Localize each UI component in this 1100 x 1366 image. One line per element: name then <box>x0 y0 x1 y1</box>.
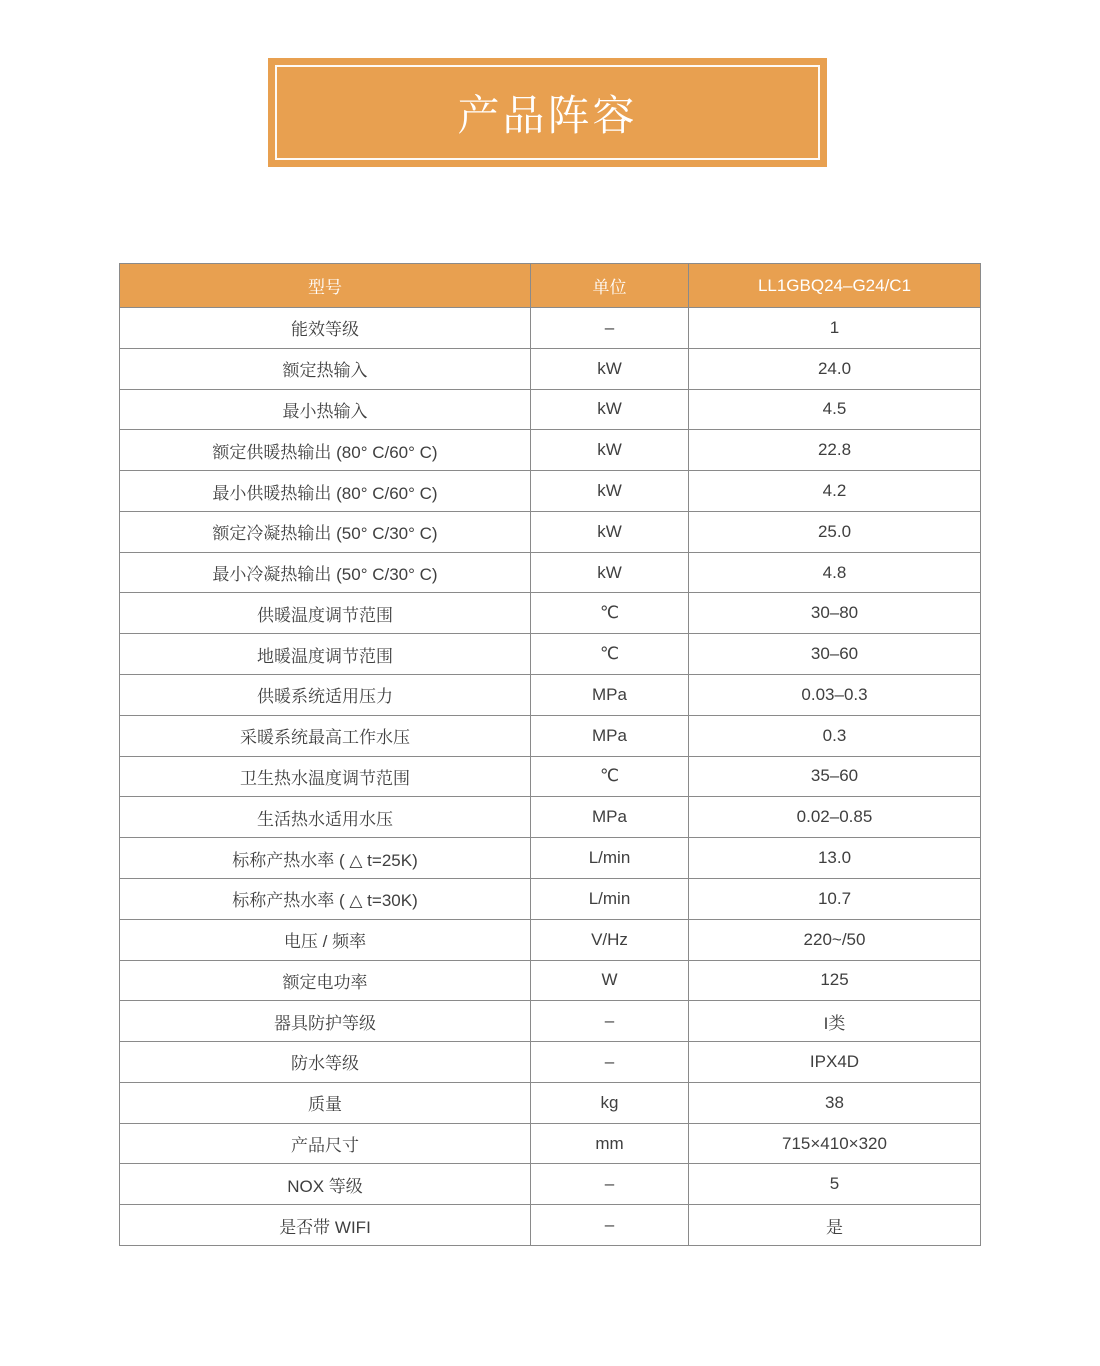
table-row <box>120 308 981 349</box>
spec-label: 标称产热水率 ( △ t=25K) <box>120 838 531 879</box>
spec-label: 卫生热水温度调节范围 <box>120 756 531 797</box>
table-row <box>120 960 981 1001</box>
spec-unit: ℃ <box>531 634 689 675</box>
header-unit: 单位 <box>531 264 689 308</box>
spec-unit: MPa <box>531 715 689 756</box>
spec-label: 生活热水适用水压 <box>120 797 531 838</box>
table-row <box>120 1205 981 1246</box>
page-title: 产品阵容 <box>457 91 638 139</box>
spec-label: 额定供暖热输出 (80° C/60° C) <box>120 430 531 471</box>
spec-value: 715×410×320 <box>689 1123 981 1164</box>
spec-unit: – <box>531 1205 689 1246</box>
table-row <box>120 1164 981 1205</box>
spec-label: 地暖温度调节范围 <box>120 634 531 675</box>
spec-label: 供暖系统适用压力 <box>120 675 531 716</box>
spec-value: 30–80 <box>689 593 981 634</box>
spec-value: 0.3 <box>689 715 981 756</box>
spec-value: IPX4D <box>689 1042 981 1083</box>
table-row <box>120 1001 981 1042</box>
spec-value: 4.5 <box>689 389 981 430</box>
spec-label: 标称产热水率 ( △ t=30K) <box>120 878 531 919</box>
spec-value: 24.0 <box>689 348 981 389</box>
table-row <box>120 838 981 879</box>
spec-value: 25.0 <box>689 511 981 552</box>
spec-value: 22.8 <box>689 430 981 471</box>
spec-unit: – <box>531 1042 689 1083</box>
table-row <box>120 797 981 838</box>
spec-value: 13.0 <box>689 838 981 879</box>
spec-unit: W <box>531 960 689 1001</box>
header-model-value: LL1GBQ24–G24/C1 <box>689 264 981 308</box>
spec-label: 能效等级 <box>120 308 531 349</box>
spec-value: 0.02–0.85 <box>689 797 981 838</box>
table-row <box>120 1082 981 1123</box>
table-row <box>120 878 981 919</box>
spec-value: I类 <box>689 1001 981 1042</box>
table-row <box>120 756 981 797</box>
spec-unit: kW <box>531 389 689 430</box>
spec-unit: MPa <box>531 675 689 716</box>
spec-unit: kW <box>531 511 689 552</box>
spec-unit: kW <box>531 348 689 389</box>
spec-value: 30–60 <box>689 634 981 675</box>
spec-label: 产品尺寸 <box>120 1123 531 1164</box>
spec-value: 220~/50 <box>689 919 981 960</box>
spec-label: 额定热输入 <box>120 348 531 389</box>
table-row <box>120 389 981 430</box>
spec-unit: mm <box>531 1123 689 1164</box>
spec-label: 最小供暖热输出 (80° C/60° C) <box>120 471 531 512</box>
table-row <box>120 552 981 593</box>
spec-unit: MPa <box>531 797 689 838</box>
spec-label: 质量 <box>120 1082 531 1123</box>
spec-unit: kW <box>531 552 689 593</box>
table-row <box>120 593 981 634</box>
spec-value: 10.7 <box>689 878 981 919</box>
header-model: 型号 <box>120 264 531 308</box>
spec-label: 最小热输入 <box>120 389 531 430</box>
spec-unit: V/Hz <box>531 919 689 960</box>
table-row <box>120 511 981 552</box>
table-row <box>120 675 981 716</box>
spec-label: 电压 / 频率 <box>120 919 531 960</box>
table-row <box>120 471 981 512</box>
spec-unit: – <box>531 1001 689 1042</box>
spec-unit: – <box>531 1164 689 1205</box>
table-row <box>120 1042 981 1083</box>
table-row <box>120 634 981 675</box>
spec-unit: kW <box>531 430 689 471</box>
spec-unit: ℃ <box>531 756 689 797</box>
spec-label: 最小冷凝热输出 (50° C/30° C) <box>120 552 531 593</box>
spec-label: 供暖温度调节范围 <box>120 593 531 634</box>
table-header-row <box>120 264 981 308</box>
spec-label: 额定冷凝热输出 (50° C/30° C) <box>120 511 531 552</box>
table-row <box>120 919 981 960</box>
spec-value: 5 <box>689 1164 981 1205</box>
spec-value: 是 <box>689 1205 981 1246</box>
spec-unit: kW <box>531 471 689 512</box>
spec-value: 125 <box>689 960 981 1001</box>
product-lineup-banner <box>268 58 827 167</box>
spec-unit: L/min <box>531 878 689 919</box>
table-row <box>120 348 981 389</box>
spec-value: 35–60 <box>689 756 981 797</box>
spec-value: 1 <box>689 308 981 349</box>
spec-label: 采暖系统最高工作水压 <box>120 715 531 756</box>
spec-label: 防水等级 <box>120 1042 531 1083</box>
spec-label: 器具防护等级 <box>120 1001 531 1042</box>
spec-value: 0.03–0.3 <box>689 675 981 716</box>
spec-unit: L/min <box>531 838 689 879</box>
spec-label: 是否带 WIFI <box>120 1205 531 1246</box>
spec-unit: – <box>531 308 689 349</box>
spec-value: 4.2 <box>689 471 981 512</box>
table-row <box>120 430 981 471</box>
spec-table-body <box>120 308 981 1246</box>
spec-table <box>119 263 981 1246</box>
spec-label: NOX 等级 <box>120 1164 531 1205</box>
spec-label: 额定电功率 <box>120 960 531 1001</box>
spec-unit: ℃ <box>531 593 689 634</box>
banner-inner-border <box>275 65 820 160</box>
spec-unit: kg <box>531 1082 689 1123</box>
spec-value: 4.8 <box>689 552 981 593</box>
spec-value: 38 <box>689 1082 981 1123</box>
table-row <box>120 715 981 756</box>
table-row <box>120 1123 981 1164</box>
